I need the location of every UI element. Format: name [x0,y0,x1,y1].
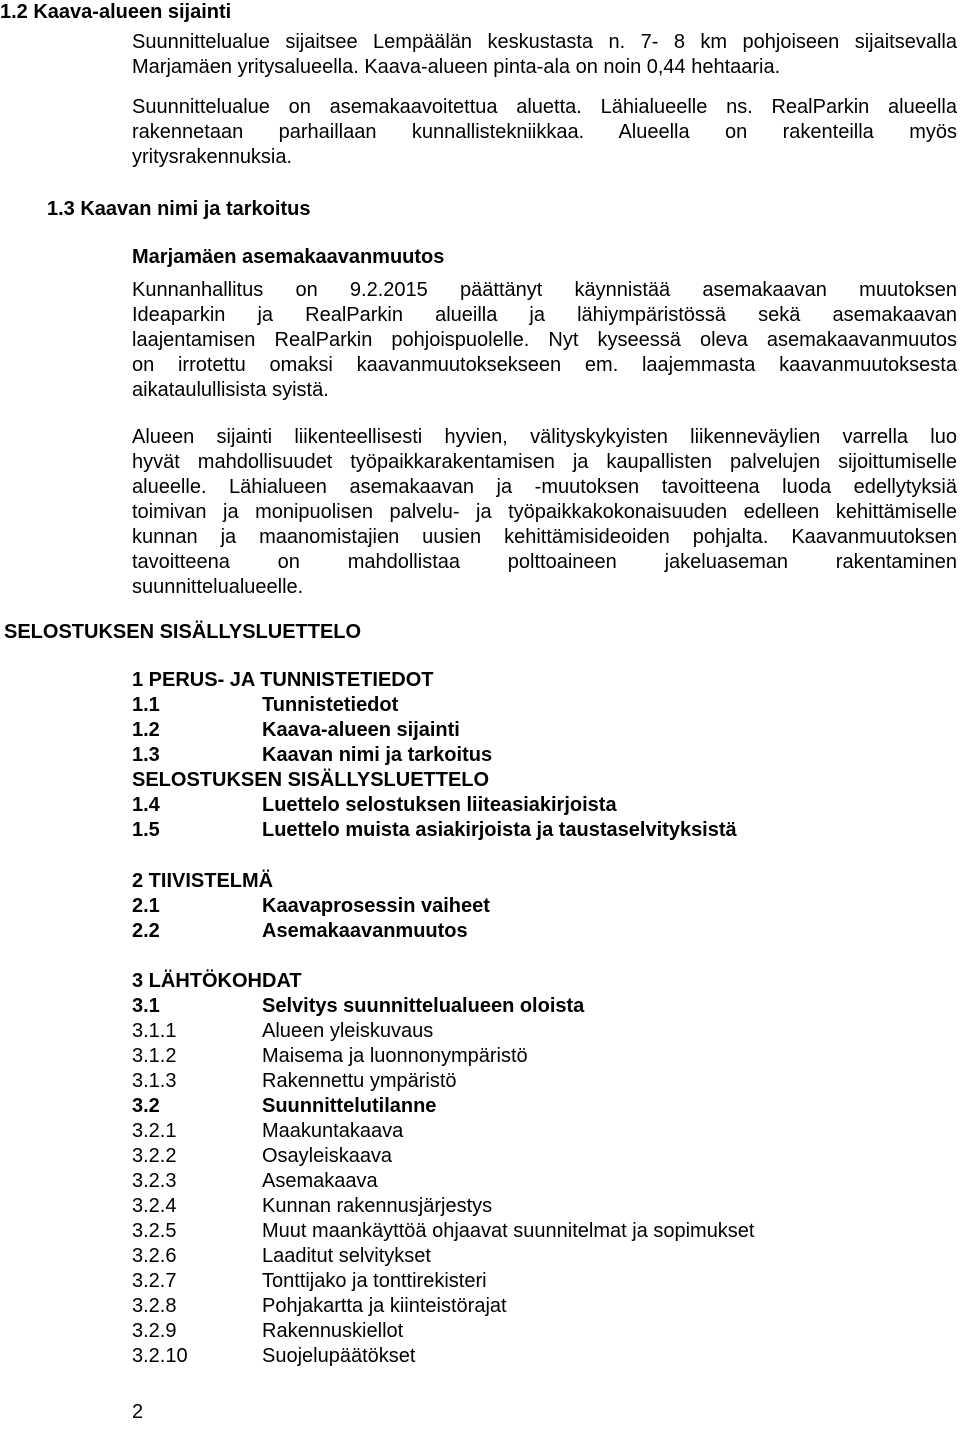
paragraph-line: Suunnittelualue sijaitsee Lempäälän keskustasta n. 7- 8 km pohjoiseen sijaitsevalla [132,31,957,53]
toc-item-title: Maakuntakaava [262,1120,404,1142]
toc-item-title: Alueen yleiskuvaus [262,1020,434,1042]
toc-item-number: 3.2.6 [132,1245,177,1267]
toc-item-title: Luettelo selostuksen liiteasiakirjoista [262,794,617,816]
paragraph-line: Alueen sijainti liikenteellisesti hyvien, välityskykyisten liikenneväylien varrella luo [132,426,957,448]
paragraph-line: yritysrakennuksia. [132,146,293,168]
paragraph-line: toimivan ja monipuolisen palvelu- ja työpaikkakokonaisuuden edelleen kehittämiselle [132,501,957,523]
toc-item-number: 3.1.1 [132,1020,177,1042]
toc-item-title: Suojelupäätökset [262,1345,416,1367]
paragraph-line: Suunnittelualue on asemakaavoitettua aluetta. Lähialueelle ns. RealParkin alueella [132,96,957,118]
paragraph-line: laajentamisen RealParkin pohjoispuolelle. Nyt kyseessä oleva asemakaavanmuutos [132,329,957,351]
toc-chapter-title: 2 TIIVISTELMÄ [132,870,274,892]
paragraph-line: Ideaparkin ja RealParkin alueilla ja lähiympäristössä sekä asemakaavan [132,304,957,326]
toc-item-number: 3.2.5 [132,1220,177,1242]
paragraph-line: on irrotettu omaksi kaavanmuutoksekseen em. laajemmasta kaavanmuutoksesta [132,354,957,376]
toc-item-title: Luettelo muista asiakirjoista ja taustaselvityksistä [262,819,737,841]
toc-item-number: 3.2.3 [132,1170,177,1192]
paragraph-line: Kunnanhallitus on 9.2.2015 päättänyt käynnistää asemakaavan muutoksen [132,279,957,301]
toc-item-number: 1.3 [132,744,160,766]
toc-item-number: 1.2 [132,719,160,741]
toc-item-number: 2.2 [132,920,160,942]
section-heading-1-2: 1.2 Kaava-alueen sijainti [0,1,232,23]
toc-item-title: Kaavan nimi ja tarkoitus [262,744,493,766]
paragraph-line: rakennetaan parhaillaan kunnallistekniikkaa. Alueella on rakenteilla myös [132,121,957,143]
toc-item-title: Osayleiskaava [262,1145,393,1167]
paragraph-line: alueelle. Lähialueen asemakaavan ja -muutoksen tavoitteena luoda edellytyksiä [132,476,957,498]
toc-item-number: 3.2.4 [132,1195,177,1217]
paragraph-line: suunnittelualueelle. [132,576,304,598]
toc-item-title: Tonttijako ja tonttirekisteri [262,1270,487,1292]
toc-item-number: 3.2.7 [132,1270,177,1292]
toc-item-number: 3.1.2 [132,1045,177,1067]
toc-item-title: Maisema ja luonnonympäristö [262,1045,528,1067]
toc-item-title: Asemakaava [262,1170,378,1192]
toc-item-number: 3.2.2 [132,1145,177,1167]
page-number: 2 [132,1401,144,1423]
toc-item-title: Rakennuskiellot [262,1320,404,1342]
toc-item-number: 3.1.3 [132,1070,177,1092]
section-heading-1-3: 1.3 Kaavan nimi ja tarkoitus [47,198,311,220]
toc-heading: SELOSTUKSEN SISÄLLYSLUETTELO [4,621,362,643]
toc-item-number: 3.2.9 [132,1320,177,1342]
toc-item-title: Selvitys suunnittelualueen oloista [262,995,585,1017]
toc-chapter-title: 1 PERUS- JA TUNNISTETIEDOT [132,669,434,691]
toc-item-title: Rakennettu ympäristö [262,1070,457,1092]
toc-chapter-title: 3 LÄHTÖKOHDAT [132,970,302,992]
paragraph-line: tavoitteena on mahdollistaa polttoaineen jakeluaseman rakentaminen [132,551,957,573]
paragraph-line: aikataulullisista syistä. [132,379,329,401]
paragraph-line: hyvät mahdollisuudet työpaikkarakentamisen ja kaupallisten palvelujen sijoittumiselle [132,451,957,473]
toc-item-number: 1.4 [132,794,160,816]
toc-item-number: 2.1 [132,895,160,917]
toc-item-number: 3.2.1 [132,1120,177,1142]
toc-item-number: 3.2.8 [132,1295,177,1317]
toc-item-title: Asemakaavanmuutos [262,920,468,942]
toc-item-title: Kaava-alueen sijainti [262,719,460,741]
toc-item-number: 3.2 [132,1095,160,1117]
section-subheading: Marjamäen asemakaavanmuutos [132,246,445,268]
toc-item-title: Kunnan rakennusjärjestys [262,1195,493,1217]
toc-inline-heading: SELOSTUKSEN SISÄLLYSLUETTELO [132,769,490,791]
toc-item-number: 3.1 [132,995,160,1017]
paragraph-line: Marjamäen yritysalueella. Kaava-alueen pinta-ala on noin 0,44 hehtaaria. [132,56,781,78]
toc-item-title: Muut maankäyttöä ohjaavat suunnitelmat ja sopimukset [262,1220,755,1242]
paragraph-line: kunnan ja maanomistajien uusien kehittämisideoiden pohjalta. Kaavanmuutoksen [132,526,957,548]
toc-item-title: Tunnistetiedot [262,694,399,716]
toc-item-title: Laaditut selvitykset [262,1245,431,1267]
toc-item-title: Kaavaprosessin vaiheet [262,895,490,917]
toc-item-title: Pohjakartta ja kiinteistörajat [262,1295,507,1317]
toc-item-number: 3.2.10 [132,1345,188,1367]
toc-item-number: 1.5 [132,819,160,841]
toc-item-number: 1.1 [132,694,160,716]
toc-item-title: Suunnittelutilanne [262,1095,437,1117]
